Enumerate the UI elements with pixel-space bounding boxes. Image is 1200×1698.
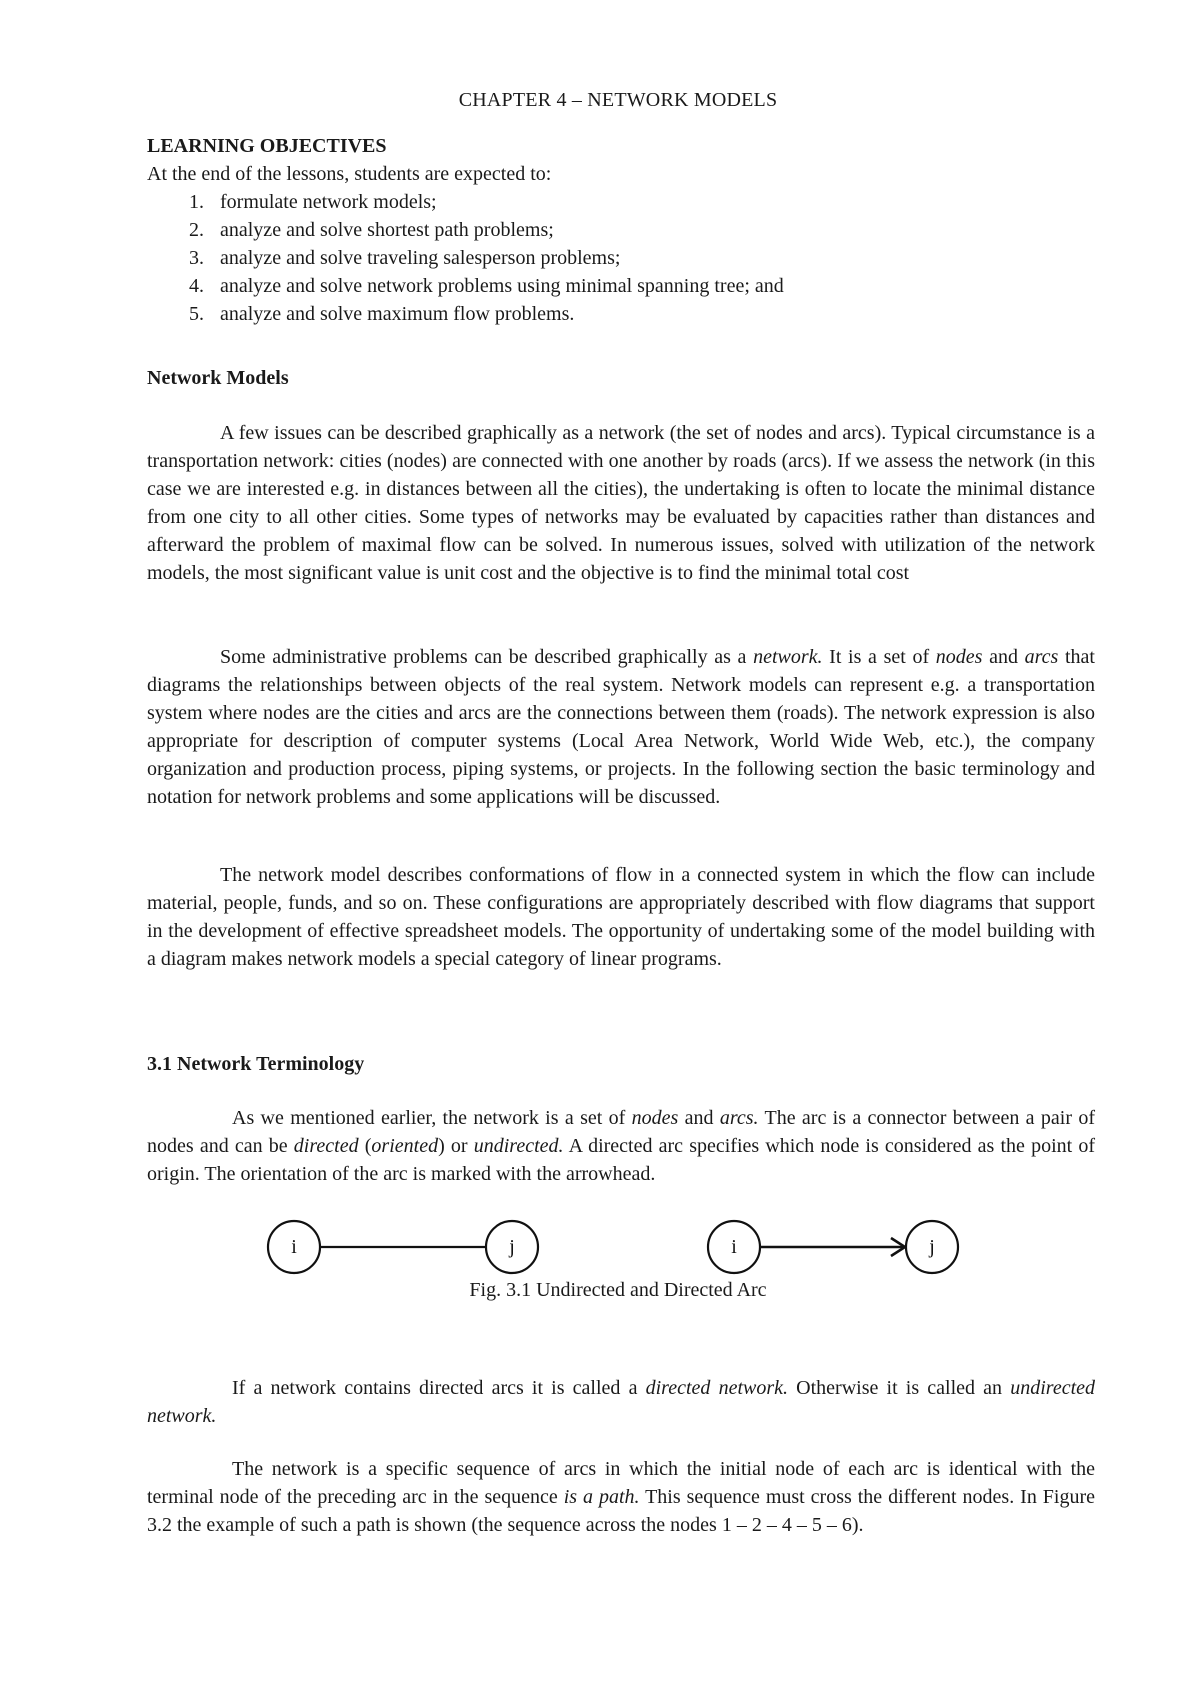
text-run: ) or bbox=[438, 1135, 474, 1157]
emphasis-text: arcs. bbox=[719, 1107, 759, 1129]
terminology-heading: 3.1 Network Terminology bbox=[147, 1053, 365, 1075]
emphasis-text: directed bbox=[293, 1135, 359, 1157]
list-number: 5. bbox=[189, 303, 204, 325]
list-number: 2. bbox=[189, 219, 204, 241]
text-run: If a network contains directed arcs it is called a bbox=[232, 1377, 646, 1399]
node-label: j bbox=[929, 1236, 935, 1258]
list-text: formulate network models; bbox=[220, 191, 437, 213]
node-label: j bbox=[509, 1236, 515, 1258]
network-models-paragraph-1: A few issues can be described graphically as a network (the set of nodes and arcs). Typical circumstance is a transportation network: cities (nodes) are connected with one another by roads (arcs). If we assess the network (in this case we are interested e.g. in distances between all the cities), the undertaking is often to locate the minimal distance from one city to all other cities. Some types of networks may be evaluated by capacities rather than distances and afterward the problem of maximal flow can be solved. In numerous issues, solved with utilization of the network models, the most significant value is unit cost and the objective is to find the minimal total cost bbox=[147, 422, 1095, 584]
text-run: It is a set of bbox=[822, 646, 936, 668]
text-run: Otherwise it is called an bbox=[788, 1377, 1011, 1399]
undirected-arc-diagram bbox=[268, 1221, 538, 1273]
node-label: i bbox=[731, 1236, 737, 1258]
list-text: analyze and solve shortest path problems; bbox=[220, 219, 554, 241]
text-run: and bbox=[982, 646, 1025, 668]
emphasis-text: network. bbox=[753, 646, 823, 668]
text-run: Some administrative problems can be described graphically as a bbox=[220, 646, 754, 668]
terminology-paragraph-3 bbox=[147, 1455, 1095, 1539]
text-run: The network is a specific sequence of arcs in which the initial node of each arc is identical with the terminal node of the preceding arc in the sequence bbox=[147, 1458, 1095, 1508]
text-run: ( bbox=[358, 1135, 372, 1157]
list-text: analyze and solve traveling salesperson problems; bbox=[220, 247, 621, 269]
network-models-paragraph-3: The network model describes conformations of flow in a connected system in which the flow can include material, people, funds, and so on. These configurations are appropriately described with flow diagrams that support in the development of effective spreadsheet models. The opportunity of undertaking some of the model building with a diagram makes network models a special category of linear programs. bbox=[147, 864, 1095, 970]
text-run: As we mentioned earlier, the network is a set of bbox=[232, 1107, 632, 1129]
list-number: 4. bbox=[189, 275, 204, 297]
directed-arc-diagram bbox=[708, 1221, 958, 1273]
emphasis-text: is a path. bbox=[563, 1486, 640, 1508]
emphasis-text: nodes bbox=[631, 1107, 679, 1129]
list-text: analyze and solve network problems using minimal spanning tree; and bbox=[220, 275, 784, 297]
emphasis-text: directed network. bbox=[645, 1377, 788, 1399]
figure-caption: Fig. 3.1 Undirected and Directed Arc bbox=[469, 1279, 767, 1301]
text-run: that diagrams the relationships between objects of the real system. Network models can represent e.g. a transportation system where nodes are the cities and arcs are the connections between them (roads). The network expression is also appropriate for description of computer systems (Local Area Network, World Wide Web, etc.), the company organization and production process, piping systems, or projects. In the following section the basic terminology and notation for network problems and some applications will be discussed. bbox=[147, 646, 1095, 808]
objectives-heading: LEARNING OBJECTIVES bbox=[147, 135, 387, 157]
text-run: This sequence must cross the different nodes. In Figure 3.2 the example of such a path is shown (the sequence across the nodes 1 – 2 – 4 – 5 – 6). bbox=[147, 1486, 1095, 1536]
list-number: 3. bbox=[189, 247, 204, 269]
emphasis-text: undirected. bbox=[473, 1135, 564, 1157]
chapter-title: CHAPTER 4 – NETWORK MODELS bbox=[458, 89, 778, 111]
emphasis-text: arcs bbox=[1024, 646, 1059, 668]
list-text: analyze and solve maximum flow problems. bbox=[220, 303, 575, 325]
terminology-paragraph-2 bbox=[147, 1374, 1095, 1430]
text-run: The arc is a connector between a pair of nodes and can be bbox=[147, 1107, 1095, 1157]
network-models-heading: Network Models bbox=[147, 367, 289, 389]
emphasis-text: oriented bbox=[371, 1135, 439, 1157]
text-run: A directed arc specifies which node is considered as the point of origin. The orientation of the arc is marked with the arrowhead. bbox=[147, 1135, 1095, 1185]
objectives-intro: At the end of the lessons, students are expected to: bbox=[147, 163, 552, 185]
node-label: i bbox=[291, 1236, 297, 1258]
text-run: and bbox=[678, 1107, 720, 1129]
emphasis-text: nodes bbox=[935, 646, 983, 668]
emphasis-text: undirected network. bbox=[147, 1377, 1096, 1427]
list-number: 1. bbox=[189, 191, 204, 213]
